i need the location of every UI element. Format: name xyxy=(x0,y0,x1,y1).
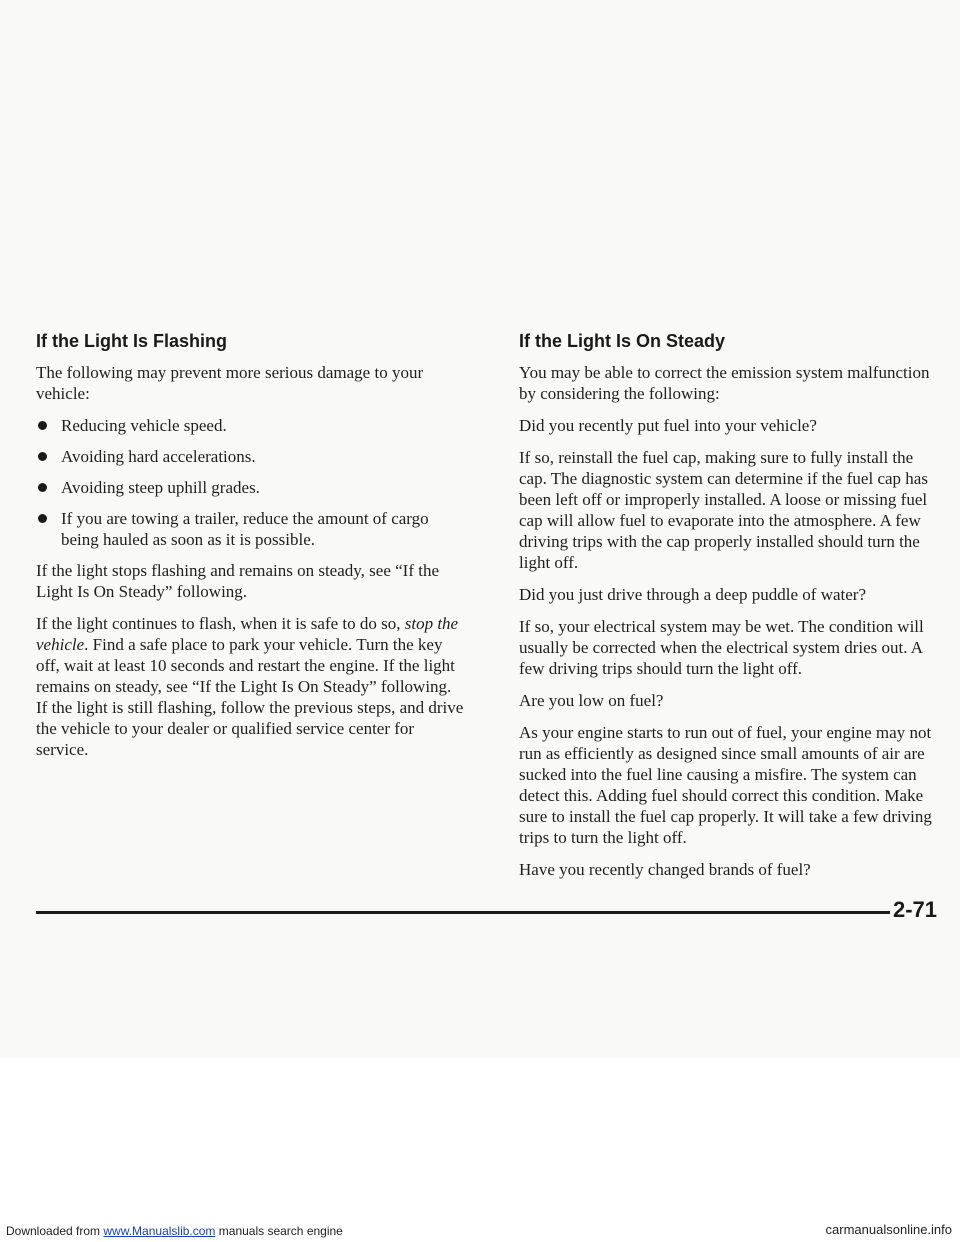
watermark: carmanualsonline.info xyxy=(825,1222,952,1237)
paragraph-continues-flashing: If the light continues to flash, when it is safe to do so, stop the vehicle. Find a safe place to park your vehicle. Turn the key off, wait at least 10 seconds and restart the engine. If the light remains on steady, see “If the Light Is On Steady” following. If the light is still flashing, follow the previous steps, and drive the vehicle to your dealer or qualified service center for service. xyxy=(36,614,464,759)
paragraph: As your engine starts to run out of fuel, your engine may not run as efficiently as designed since small amounts of air are sucked into the fuel line causing a misfire. The system can detect this. Adding fuel should correct this condition. Make sure to install the fuel cap properly. It will take a few driving trips to turn the light off. xyxy=(519,723,932,847)
list-item: If you are towing a trailer, reduce the amount of cargo being hauled as soon as it is possible. xyxy=(36,508,466,550)
manualslib-link[interactable]: www.Manualslib.com xyxy=(103,1224,216,1238)
bullet-icon xyxy=(38,483,47,492)
paragraph-stops-flashing: If the light stops flashing and remains on steady, see “If the Light Is On Steady” following. xyxy=(36,561,440,601)
list-item: Avoiding steep uphill grades. xyxy=(36,477,466,498)
list-item: Reducing vehicle speed. xyxy=(36,415,466,436)
paragraph: Did you just drive through a deep puddle of water? xyxy=(519,585,866,604)
paragraph: If so, reinstall the fuel cap, making sure to fully install the cap. The diagnostic system can determine if the fuel cap has been left off or improperly installed. A loose or missing fuel cap will allow fuel to evaporate into the atmosphere. A few driving trips with the cap properly installed should turn the light off. xyxy=(519,448,928,572)
paragraph: If so, your electrical system may be wet. The condition will usually be corrected when the electrical system dries out. A few driving trips should turn the light off. xyxy=(519,617,924,678)
paragraph: Are you low on fuel? xyxy=(519,691,664,710)
section-heading-flashing: If the Light Is Flashing xyxy=(36,331,227,351)
intro-paragraph: The following may prevent more serious damage to your vehicle: xyxy=(36,363,424,403)
left-column xyxy=(36,330,466,771)
emphasis-stop-vehicle: stop the vehicle xyxy=(36,614,459,654)
paragraph: Did you recently put fuel into your vehicle? xyxy=(519,416,817,435)
paragraph: You may be able to correct the emission system malfunction by considering the following: xyxy=(519,363,930,403)
footer-rule xyxy=(36,911,890,914)
bullet-list xyxy=(36,415,466,550)
list-item: Avoiding hard accelerations. xyxy=(36,446,466,467)
paragraph: Have you recently changed brands of fuel? xyxy=(519,860,811,879)
right-column xyxy=(519,330,939,891)
bullet-icon xyxy=(38,452,47,461)
page-number: 2-71 xyxy=(893,897,938,922)
bullet-icon xyxy=(38,514,47,523)
download-footer: Downloaded from www.Manualslib.com manuals search engine xyxy=(6,1224,343,1238)
bullet-icon xyxy=(38,421,47,430)
section-heading-steady: If the Light Is On Steady xyxy=(519,331,726,351)
